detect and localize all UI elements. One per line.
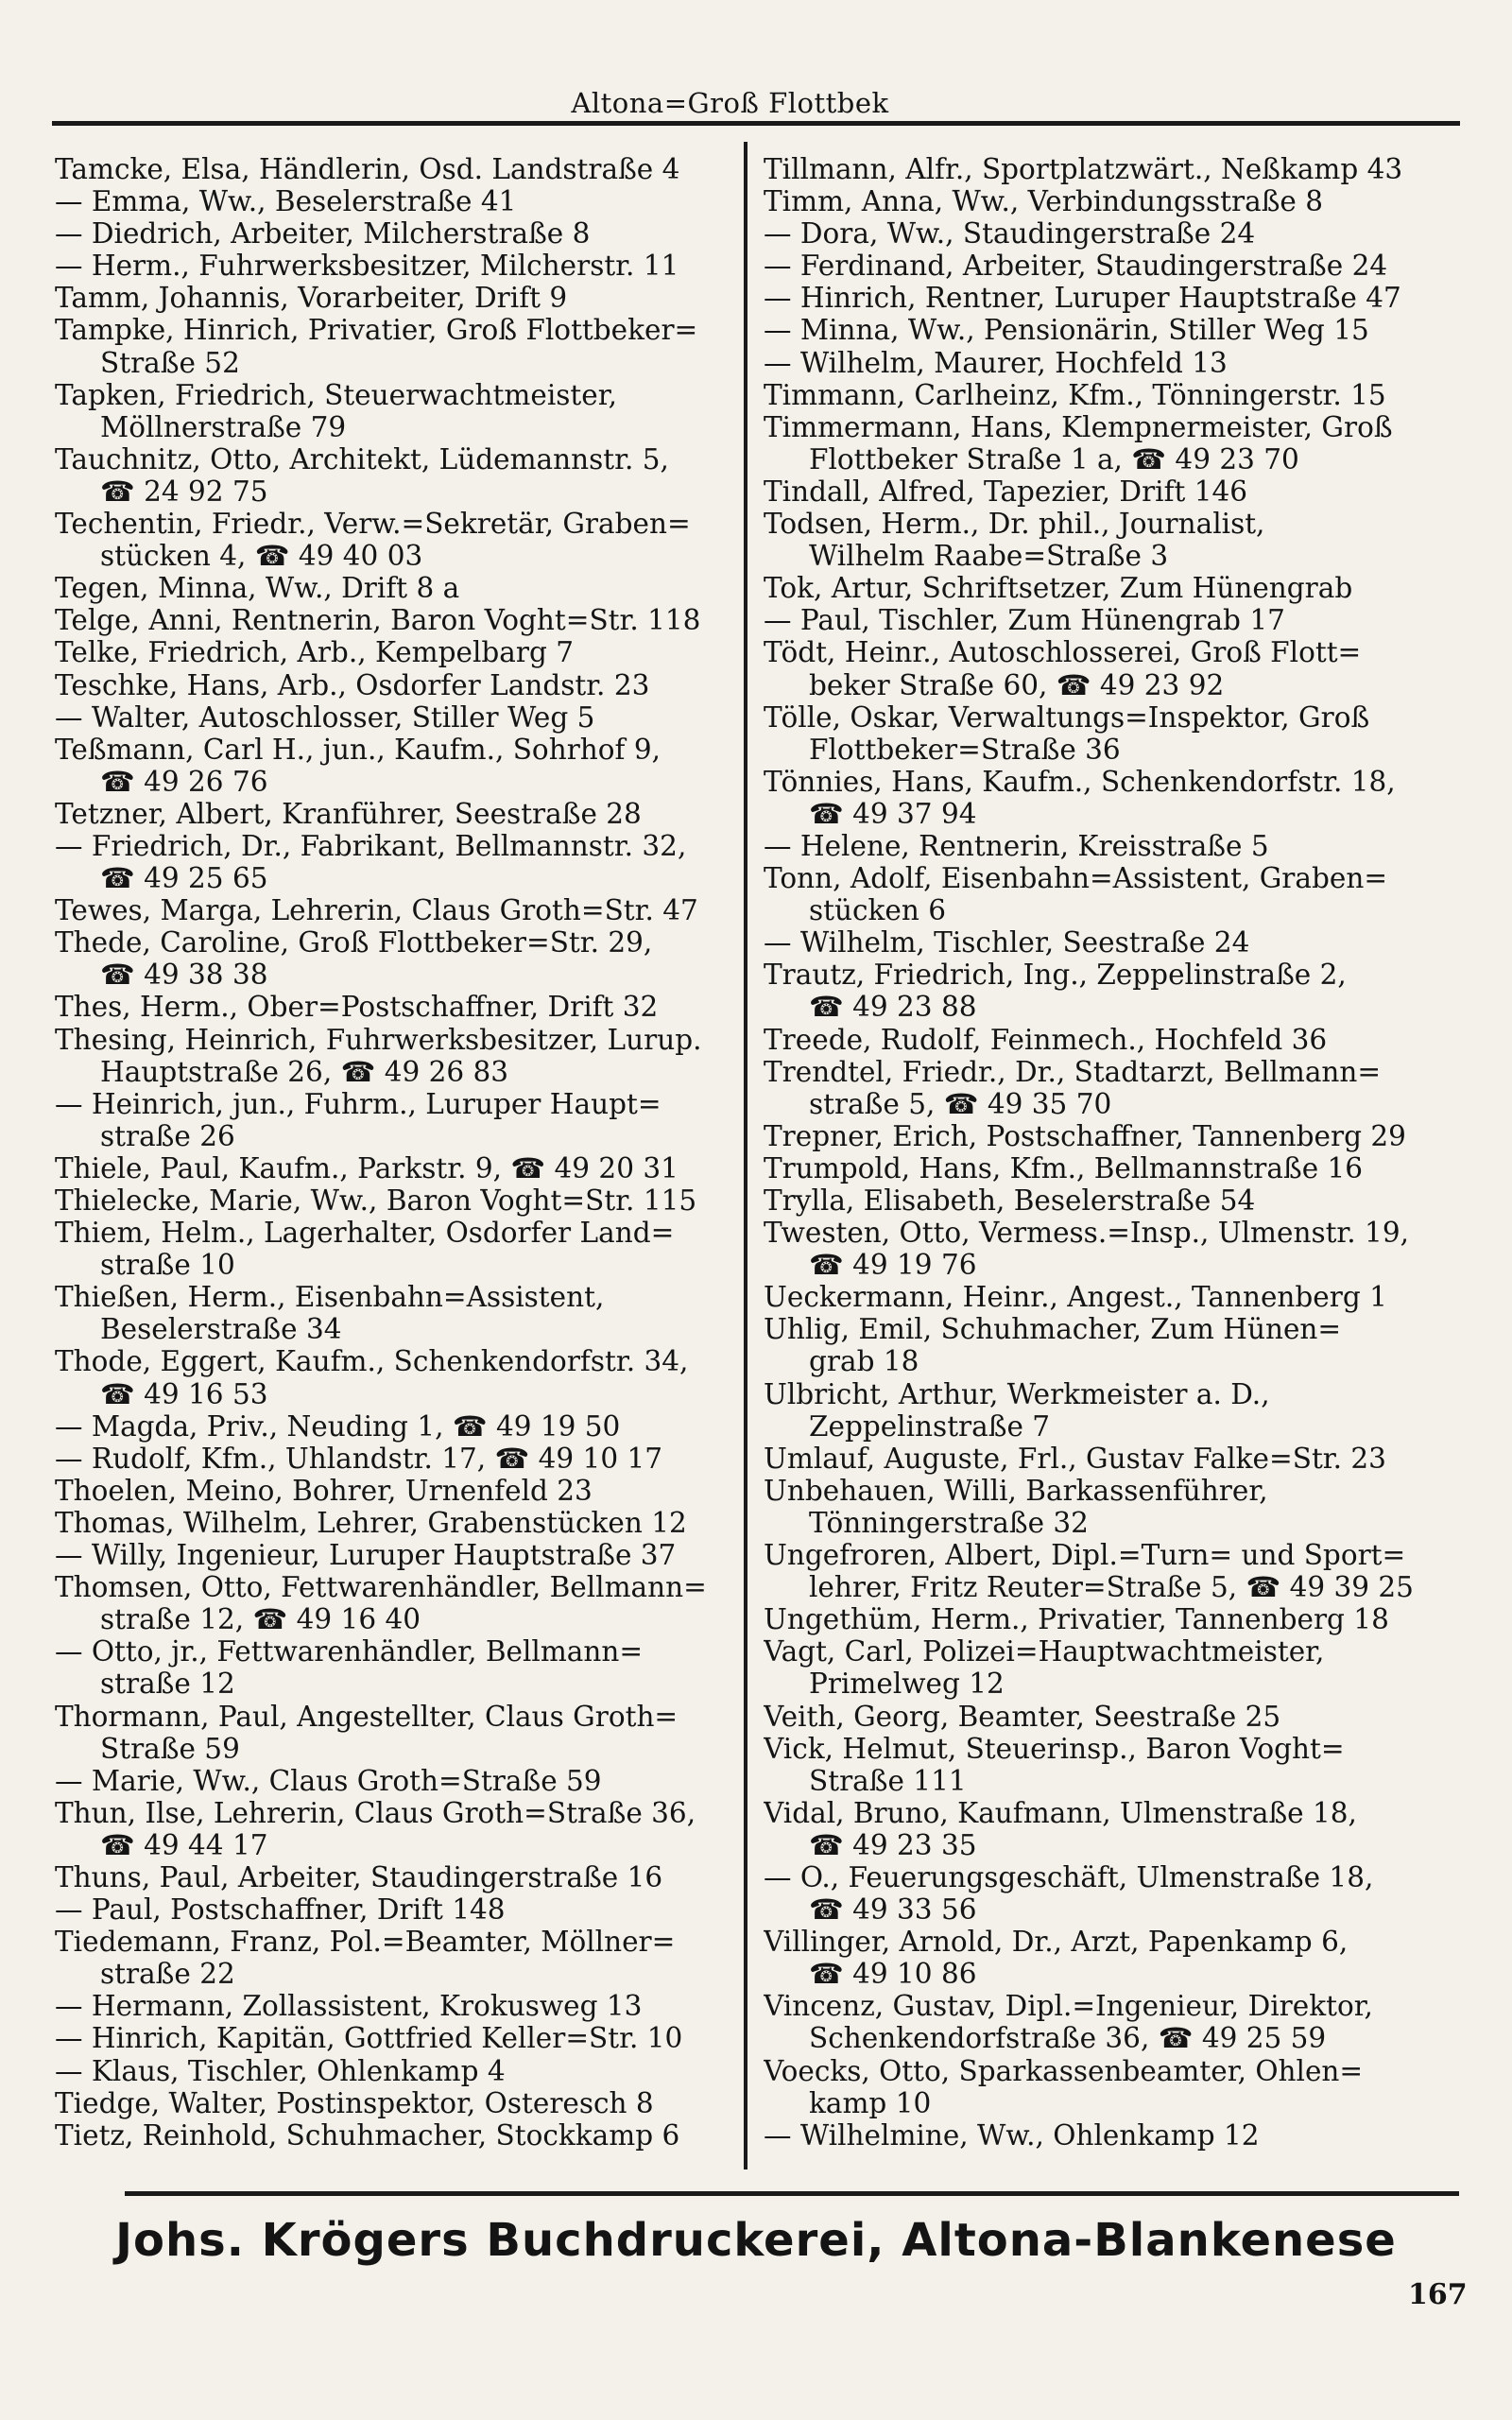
page-header: Altona=Groß Flottbek <box>571 87 889 119</box>
directory-entry-line: Villinger, Arnold, Dr., Arzt, Papenkamp 6, <box>764 1926 1349 1959</box>
directory-entry-line: Uhlig, Emil, Schuhmacher, Zum Hünen= <box>764 1313 1342 1346</box>
directory-entry-line: Ungefroren, Albert, Dipl.=Turn= und Sport= <box>764 1539 1406 1572</box>
directory-entry-line: Tetzner, Albert, Kranführer, Seestraße 28 <box>55 797 642 830</box>
directory-entry-line: — Wilhelm, Maurer, Hochfeld 13 <box>764 346 1228 379</box>
directory-entry-line: Möllnerstraße 79 <box>100 410 347 443</box>
directory-entry-line: Unbehauen, Willi, Barkassenführer, <box>764 1474 1268 1507</box>
directory-entry-line: Flottbeker Straße 1 a, ☎ 49 23 70 <box>809 442 1299 475</box>
directory-entry-line: Ueckermann, Heinr., Angest., Tannenberg 1 <box>764 1281 1387 1314</box>
directory-entry-line: stücken 6 <box>809 894 946 927</box>
top-rule <box>52 121 1460 126</box>
directory-entry-line: Ungethüm, Herm., Privatier, Tannenberg 18 <box>764 1603 1389 1636</box>
directory-entry-line: Zeppelinstraße 7 <box>809 1409 1051 1443</box>
directory-entry-line: Thode, Eggert, Kaufm., Schenkendorfstr. 34, <box>55 1345 689 1378</box>
directory-entry-line: Tewes, Marga, Lehrerin, Claus Groth=Str. 47 <box>55 894 698 927</box>
directory-entry-line: ☎ 49 10 86 <box>809 1958 977 1991</box>
directory-entry-line: Thormann, Paul, Angestellter, Claus Groth= <box>55 1700 679 1733</box>
directory-entry-line: — Heinrich, jun., Fuhrm., Luruper Haupt= <box>55 1087 662 1120</box>
directory-entry-line: Thesing, Heinrich, Fuhrwerksbesitzer, Lurup. <box>55 1023 702 1056</box>
directory-entry-line: ☎ 24 92 75 <box>100 475 268 508</box>
directory-entry-line: — Herm., Fuhrwerksbesitzer, Milcherstr. 11 <box>55 250 679 283</box>
directory-entry-line: ☎ 49 23 35 <box>809 1828 977 1861</box>
directory-entry-line: — O., Feuerungsgeschäft, Ulmenstraße 18, <box>764 1860 1374 1893</box>
directory-entry-line: Timmann, Carlheinz, Kfm., Tönningerstr. 15 <box>764 378 1386 411</box>
directory-entry-line: Thoelen, Meino, Bohrer, Urnenfeld 23 <box>55 1474 593 1507</box>
directory-entry-line: — Magda, Priv., Neuding 1, ☎ 49 19 50 <box>55 1409 621 1443</box>
directory-entry-line: — Willy, Ingenieur, Luruper Hauptstraße 37 <box>55 1539 677 1572</box>
directory-entry-line: Thomas, Wilhelm, Lehrer, Grabenstücken 12 <box>55 1506 687 1539</box>
directory-entry-line: Trendtel, Friedr., Dr., Stadtarzt, Bellmann= <box>764 1055 1382 1088</box>
directory-entry-line: Timm, Anna, Ww., Verbindungsstraße 8 <box>764 185 1324 218</box>
directory-entry-line: straße 12 <box>100 1668 235 1701</box>
directory-entry-line: — Hermann, Zollassistent, Krokusweg 13 <box>55 1990 643 2023</box>
directory-entry-line: — Diedrich, Arbeiter, Milcherstraße 8 <box>55 217 591 251</box>
directory-entry-line: Flottbeker=Straße 36 <box>809 733 1121 766</box>
directory-entry-line: Tillmann, Alfr., Sportplatzwärt., Neßkamp 43 <box>764 153 1403 185</box>
directory-entry-line: Teßmann, Carl H., jun., Kaufm., Sohrhof 9, <box>55 733 661 766</box>
directory-entry-line: Umlauf, Auguste, Frl., Gustav Falke=Str. 23 <box>764 1442 1386 1475</box>
directory-entry-line: Tönnies, Hans, Kaufm., Schenkendorfstr. 18, <box>764 765 1396 798</box>
directory-entry-line: — Marie, Ww., Claus Groth=Straße 59 <box>55 1764 602 1797</box>
directory-entry-line: lehrer, Fritz Reuter=Straße 5, ☎ 49 39 25 <box>809 1571 1414 1604</box>
directory-entry-line: ☎ 49 37 94 <box>809 797 977 830</box>
directory-entry-line: Thuns, Paul, Arbeiter, Staudingerstraße 16 <box>55 1860 663 1893</box>
directory-entry-line: Straße 59 <box>100 1732 240 1765</box>
directory-entry-line: ☎ 49 23 88 <box>809 991 977 1024</box>
directory-entry-line: Tamcke, Elsa, Händlerin, Osd. Landstraße 4 <box>55 153 680 185</box>
directory-entry-line: — Emma, Ww., Beselerstraße 41 <box>55 185 517 218</box>
directory-entry-line: straße 12, ☎ 49 16 40 <box>100 1603 421 1636</box>
directory-entry-line: Vagt, Carl, Polizei=Hauptwachtmeister, <box>764 1635 1325 1668</box>
directory-entry-line: grab 18 <box>809 1345 919 1378</box>
directory-entry-line: ☎ 49 44 17 <box>100 1828 268 1861</box>
directory-entry-line: Tiedge, Walter, Postinspektor, Osteresch 8 <box>55 2086 654 2119</box>
directory-entry-line: Tölle, Oskar, Verwaltungs=Inspektor, Groß <box>764 700 1370 734</box>
directory-entry-line: — Paul, Postschaffner, Drift 148 <box>55 1893 506 1927</box>
directory-entry-line: — Walter, Autoschlosser, Stiller Weg 5 <box>55 700 595 734</box>
directory-entry-line: Trumpold, Hans, Kfm., Bellmannstraße 16 <box>764 1151 1364 1184</box>
directory-entry-line: Trylla, Elisabeth, Beselerstraße 54 <box>764 1184 1256 1217</box>
directory-entry-line: — Helene, Rentnerin, Kreisstraße 5 <box>764 829 1269 862</box>
directory-entry-line: Vidal, Bruno, Kaufmann, Ulmenstraße 18, <box>764 1796 1357 1829</box>
directory-entry-line: ☎ 49 19 76 <box>809 1249 977 1282</box>
directory-entry-line: — Paul, Tischler, Zum Hünengrab 17 <box>764 604 1285 637</box>
directory-entry-line: straße 22 <box>100 1958 235 1991</box>
directory-entry-line: — Dora, Ww., Staudingerstraße 24 <box>764 217 1256 251</box>
directory-entry-line: Schenkendorfstraße 36, ☎ 49 25 59 <box>809 2022 1327 2055</box>
directory-entry-line: — Wilhelmine, Ww., Ohlenkamp 12 <box>764 2118 1260 2152</box>
directory-entry-line: Tamm, Johannis, Vorarbeiter, Drift 9 <box>55 282 568 315</box>
directory-entry-line: Ulbricht, Arthur, Werkmeister a. D., <box>764 1377 1270 1410</box>
directory-entry-line: — Otto, jr., Fettwarenhändler, Bellmann= <box>55 1635 644 1668</box>
directory-entry-line: Trepner, Erich, Postschaffner, Tannenberg 29 <box>764 1119 1406 1152</box>
directory-entry-line: Tietz, Reinhold, Schuhmacher, Stockkamp 6 <box>55 2118 680 2152</box>
directory-entry-line: Tegen, Minna, Ww., Drift 8 a <box>55 572 460 605</box>
directory-entry-line: ☎ 49 38 38 <box>100 959 268 992</box>
directory-entry-line: straße 26 <box>100 1119 235 1152</box>
directory-entry-line: Trautz, Friedrich, Ing., Zeppelinstraße 2, <box>764 959 1347 992</box>
directory-entry-line: Thiele, Paul, Kaufm., Parkstr. 9, ☎ 49 20 31 <box>55 1151 679 1184</box>
left-column <box>55 153 741 2152</box>
directory-entry-line: Telke, Friedrich, Arb., Kempelbarg 7 <box>55 636 575 669</box>
directory-entry-line: Primelweg 12 <box>809 1668 1005 1701</box>
directory-entry-line: Voecks, Otto, Sparkassenbeamter, Ohlen= <box>764 2054 1364 2087</box>
directory-entry-line: Vick, Helmut, Steuerinsp., Baron Voght= <box>764 1732 1345 1765</box>
directory-entry-line: Telge, Anni, Rentnerin, Baron Voght=Str. 118 <box>55 604 701 637</box>
directory-entry-line: Straße 52 <box>100 346 240 379</box>
directory-entry-line: Thes, Herm., Ober=Postschaffner, Drift 32 <box>55 991 659 1024</box>
directory-entry-line: Tampke, Hinrich, Privatier, Groß Flottbeker= <box>55 314 698 347</box>
directory-entry-line: Tödt, Heinr., Autoschlosserei, Groß Flott= <box>764 636 1362 669</box>
printer-footer: Johs. Krögers Buchdruckerei, Altona-Blankenese <box>115 2214 1397 2267</box>
directory-entry-line: Veith, Georg, Beamter, Seestraße 25 <box>764 1700 1281 1733</box>
directory-entry-line: Todsen, Herm., Dr. phil., Journalist, <box>764 508 1265 541</box>
directory-entry-line: Wilhelm Raabe=Straße 3 <box>809 540 1169 573</box>
directory-entry-line: Timmermann, Hans, Klempnermeister, Groß <box>764 410 1393 443</box>
directory-entry-line: Teschke, Hans, Arb., Osdorfer Landstr. 23 <box>55 668 650 701</box>
directory-entry-line: straße 10 <box>100 1249 235 1282</box>
directory-entry-line: ☎ 49 33 56 <box>809 1893 977 1927</box>
directory-entry-line: straße 5, ☎ 49 35 70 <box>809 1087 1112 1120</box>
directory-entry-line: Thiem, Helm., Lagerhalter, Osdorfer Land= <box>55 1217 675 1250</box>
directory-entry-line: Tonn, Adolf, Eisenbahn=Assistent, Graben= <box>764 862 1388 895</box>
directory-entry-line: ☎ 49 16 53 <box>100 1377 268 1410</box>
directory-entry-line: ☎ 49 25 65 <box>100 862 268 895</box>
directory-entry-line: Straße 111 <box>809 1764 967 1797</box>
directory-entry-line: Thießen, Herm., Eisenbahn=Assistent, <box>55 1281 605 1314</box>
column-divider <box>744 142 747 2169</box>
directory-entry-line: Treede, Rudolf, Feinmech., Hochfeld 36 <box>764 1023 1328 1056</box>
directory-entry-line: Tiedemann, Franz, Pol.=Beamter, Möllner= <box>55 1926 676 1959</box>
directory-entry-line: Tindall, Alfred, Tapezier, Drift 146 <box>764 475 1248 508</box>
directory-entry-line: Thun, Ilse, Lehrerin, Claus Groth=Straße 36, <box>55 1796 696 1829</box>
directory-entry-line: Tapken, Friedrich, Steuerwachtmeister, <box>55 378 617 411</box>
directory-entry-line: kamp 10 <box>809 2086 932 2119</box>
directory-entry-line: Tönningerstraße 32 <box>809 1506 1089 1539</box>
directory-entry-line: — Klaus, Tischler, Ohlenkamp 4 <box>55 2054 506 2087</box>
directory-entry-line: Thede, Caroline, Groß Flottbeker=Str. 29, <box>55 926 653 959</box>
directory-entry-line: beker Straße 60, ☎ 49 23 92 <box>809 668 1225 701</box>
directory-entry-line: — Wilhelm, Tischler, Seestraße 24 <box>764 926 1250 959</box>
directory-entry-line: Techentin, Friedr., Verw.=Sekretär, Graben= <box>55 508 691 541</box>
directory-entry-line: Twesten, Otto, Vermess.=Insp., Ulmenstr. 19, <box>764 1217 1409 1250</box>
directory-entry-line: Thomsen, Otto, Fettwarenhändler, Bellmann= <box>55 1571 707 1604</box>
bottom-rule <box>125 2191 1459 2196</box>
directory-entry-line: Thielecke, Marie, Ww., Baron Voght=Str. 115 <box>55 1184 697 1217</box>
page-number: 167 <box>1408 2278 1468 2311</box>
directory-entry-line: Tok, Artur, Schriftsetzer, Zum Hünengrab <box>764 572 1353 605</box>
directory-entry-line: stücken 4, ☎ 49 40 03 <box>100 540 423 573</box>
directory-entry-line: Tauchnitz, Otto, Architekt, Lüdemannstr. 5, <box>55 442 669 475</box>
directory-entry-line: — Friedrich, Dr., Fabrikant, Bellmannstr. 32, <box>55 829 687 862</box>
directory-entry-line: — Ferdinand, Arbeiter, Staudingerstraße 24 <box>764 250 1388 283</box>
right-column <box>764 153 1450 2152</box>
directory-entry-line: Vincenz, Gustav, Dipl.=Ingenieur, Direktor, <box>764 1990 1373 2023</box>
directory-entry-line: — Hinrich, Kapitän, Gottfried Keller=Str. 10 <box>55 2022 683 2055</box>
directory-entry-line: — Minna, Ww., Pensionärin, Stiller Weg 15 <box>764 314 1369 347</box>
directory-entry-line: — Rudolf, Kfm., Uhlandstr. 17, ☎ 49 10 17 <box>55 1442 663 1475</box>
directory-entry-line: Hauptstraße 26, ☎ 49 26 83 <box>100 1055 509 1088</box>
directory-entry-line: ☎ 49 26 76 <box>100 765 268 798</box>
directory-entry-line: — Hinrich, Rentner, Luruper Hauptstraße 47 <box>764 282 1401 315</box>
directory-entry-line: Beselerstraße 34 <box>100 1313 342 1346</box>
